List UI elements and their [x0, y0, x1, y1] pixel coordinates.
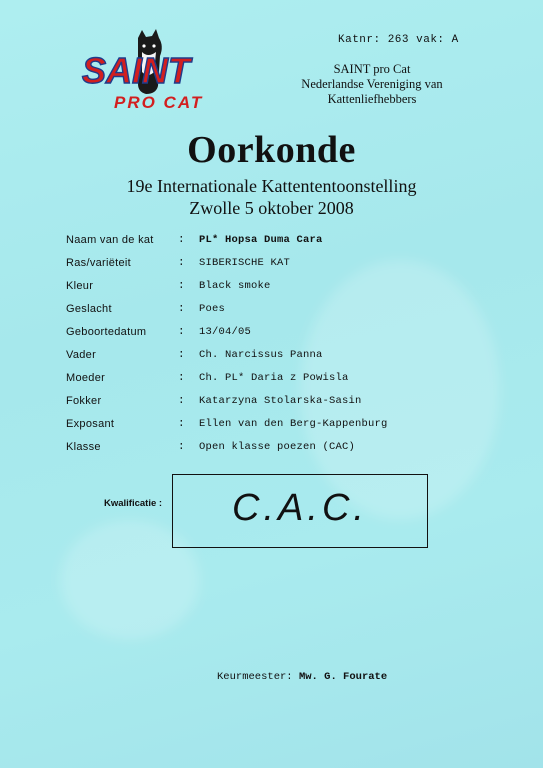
field-row-geboortedatum: [66, 326, 486, 349]
kwalificatie-box: [172, 474, 428, 548]
field-value: SIBERISCHE KAT: [199, 257, 291, 269]
field-label: Naam van de kat: [66, 234, 154, 246]
keurmeester-line: [217, 671, 387, 683]
logo-brand-text: SAINT: [82, 50, 190, 91]
field-colon: :: [178, 257, 185, 269]
field-row-klasse: [66, 441, 486, 464]
kwalificatie-label: Kwalificatie :: [104, 498, 163, 509]
certificate-title: Oorkonde: [187, 129, 356, 171]
field-label: Geslacht: [66, 303, 112, 315]
org-line2: Nederlandse Vereniging van: [301, 77, 443, 91]
field-value: Ch. PL* Daria z Powisla: [199, 372, 349, 384]
field-colon: :: [178, 280, 185, 292]
organization-block: [282, 62, 462, 107]
field-label: Kleur: [66, 280, 94, 292]
field-label: Geboortedatum: [66, 326, 147, 338]
field-value: 13/04/05: [199, 326, 252, 338]
field-row-fokker: [66, 395, 486, 418]
field-row-geslacht: [66, 303, 486, 326]
field-label: Vader: [66, 349, 97, 361]
event-place-date: Zwolle 5 oktober 2008: [189, 198, 354, 218]
event-name: 19e Internationale Kattententoonstelling: [126, 176, 417, 196]
field-colon: :: [178, 303, 185, 315]
saint-pro-cat-logo: [76, 28, 226, 114]
field-colon: :: [178, 326, 185, 338]
field-value: Black smoke: [199, 280, 271, 292]
field-value: Katarzyna Stolarska-Sasin: [199, 395, 362, 407]
field-value: Poes: [199, 303, 226, 315]
field-row-moeder: [66, 372, 486, 395]
field-label: Ras/variëteit: [66, 257, 132, 269]
field-colon: :: [178, 234, 185, 246]
field-row-exposant: [66, 418, 486, 441]
field-colon: :: [178, 349, 185, 361]
field-row-kleur: [66, 280, 486, 303]
field-label: Moeder: [66, 372, 106, 384]
field-colon: :: [178, 395, 185, 407]
field-value: Ch. Narcissus Panna: [199, 349, 323, 361]
field-row-ras: [66, 257, 486, 280]
cat-details: [66, 234, 486, 464]
field-colon: :: [178, 418, 185, 430]
field-colon: :: [178, 441, 185, 453]
field-value: PL* Hopsa Duma Cara: [199, 234, 323, 246]
org-name: SAINT pro Cat: [333, 62, 411, 76]
field-row-vader: [66, 349, 486, 372]
kwalificatie-value: C.A.C.: [232, 487, 368, 529]
field-label: Fokker: [66, 395, 102, 407]
field-row-naam: [66, 234, 486, 257]
keurmeester-name: Mw. G. Fourate: [298, 671, 388, 683]
field-colon: :: [178, 372, 185, 384]
field-value: Ellen van den Berg-Kappenburg: [199, 418, 388, 430]
keurmeester-label: Keurmeester:: [217, 671, 293, 683]
field-label: Klasse: [66, 441, 101, 453]
cat-logo-icon: [76, 28, 226, 114]
field-label: Exposant: [66, 418, 115, 430]
field-value: Open klasse poezen (CAC): [199, 441, 356, 453]
katnr-vak: Katnr: 263 vak: A: [338, 34, 459, 46]
logo-tagline-text: PRO CAT: [114, 93, 204, 112]
org-line3: Kattenliefhebbers: [327, 92, 417, 106]
